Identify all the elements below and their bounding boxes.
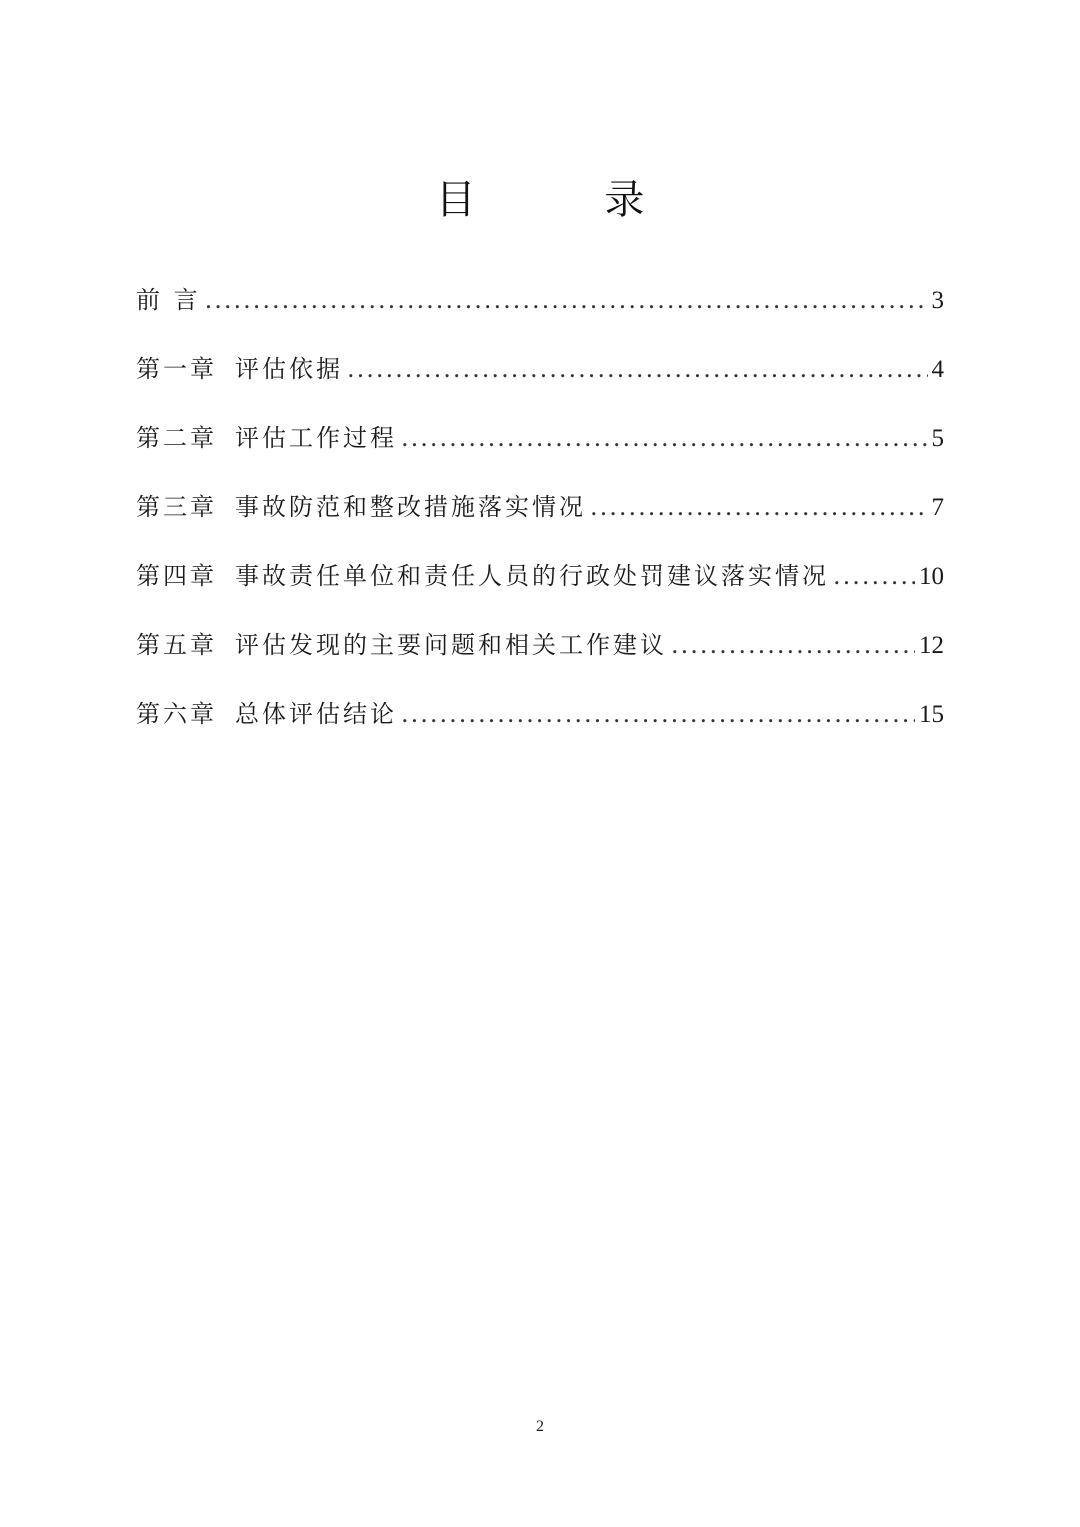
toc-entry-label (136, 556, 829, 591)
toc-chapter-number: 第二章 (136, 424, 217, 452)
toc-dot-leader (833, 562, 915, 590)
toc-chapter-number: 第六章 (136, 700, 217, 728)
toc-entry-label (136, 418, 397, 453)
toc-dot-leader (671, 631, 915, 659)
toc-dot-leader (401, 700, 915, 728)
toc-entry-page: 10 (919, 563, 944, 590)
toc-entry-title: 总体评估结论 (235, 700, 397, 728)
toc-entry-page: 4 (931, 356, 944, 383)
page-number: 2 (536, 1418, 544, 1435)
toc-dot-leader (590, 493, 928, 521)
toc-chapter-number: 第四章 (136, 562, 217, 590)
toc-entry-chapter-6[interactable] (136, 694, 944, 763)
toc-entry-page: 7 (931, 494, 944, 521)
toc-entry-title: 评估发现的主要问题和相关工作建议 (235, 631, 667, 659)
toc-entry-title: 评估依据 (235, 355, 343, 383)
toc-dot-leader (401, 424, 928, 452)
toc-entry-title: 前 言 (136, 286, 201, 314)
toc-entry-page: 15 (919, 701, 944, 728)
toc-entry-preface[interactable] (136, 280, 944, 349)
toc-entry-label (136, 280, 201, 315)
toc-entry-chapter-3[interactable] (136, 487, 944, 556)
toc-entry-title: 评估工作过程 (235, 424, 397, 452)
toc-entry-label (136, 487, 586, 522)
toc-entry-label (136, 694, 397, 729)
toc-chapter-number: 第五章 (136, 631, 217, 659)
toc-title: 目 录 (435, 177, 703, 223)
toc-entry-chapter-4[interactable] (136, 556, 944, 625)
toc-dot-leader (347, 355, 928, 383)
toc-dot-leader (205, 286, 928, 314)
toc-entry-page: 5 (931, 425, 944, 452)
toc-entry-title: 事故防范和整改措施落实情况 (235, 493, 586, 521)
toc-chapter-number: 第一章 (136, 355, 217, 383)
toc-entry-title: 事故责任单位和责任人员的行政处罚建议落实情况 (235, 562, 829, 590)
toc-entry-chapter-1[interactable] (136, 349, 944, 418)
toc-entry-chapter-5[interactable] (136, 625, 944, 694)
toc-entry-page: 12 (919, 632, 944, 659)
toc-entry-chapter-2[interactable] (136, 418, 944, 487)
toc-list (136, 280, 944, 763)
toc-entry-label (136, 349, 343, 384)
toc-entry-page: 3 (931, 287, 944, 314)
toc-entry-label (136, 625, 667, 660)
toc-chapter-number: 第三章 (136, 493, 217, 521)
